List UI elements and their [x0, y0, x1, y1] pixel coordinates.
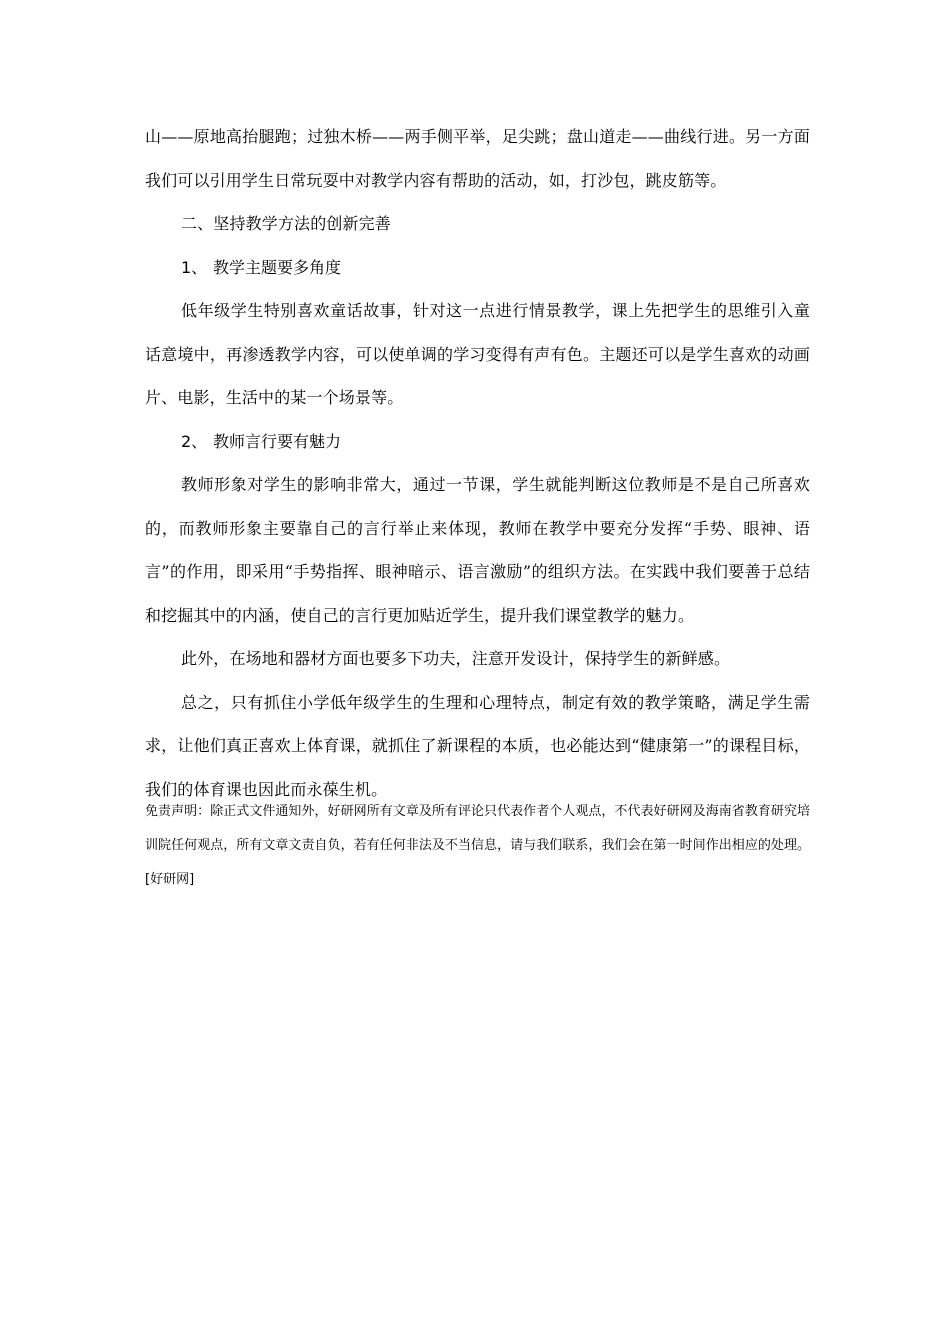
subheading-number: 1、 — [181, 257, 208, 277]
paragraph-theme: 低年级学生特别喜欢童话故事，针对这一点进行情景教学，课上先把学生的思维引入童话意境中，再渗透教学内容，可以使单调的学习变得有声有色。主题还可以是学生喜欢的动画片、电影，生活中的某一个场景等。 — [145, 301, 810, 407]
section-heading: 二、坚持教学方法的创新完善 — [181, 214, 391, 233]
body-text — [145, 115, 810, 811]
subheading-number: 2、 — [181, 431, 208, 451]
subheading-1 — [145, 246, 810, 290]
paragraph-equipment: 此外，在场地和器材方面也要多下功夫，注意开发设计，保持学生的新鲜感。 — [181, 649, 731, 668]
subheading-2 — [145, 420, 810, 464]
disclaimer: 免责声明：除正式文件通知外，好研网所有文章及所有评论只代表作者个人观点，不代表好研网及海南省教育研究培训院任何观点，所有文章文责自负，若有任何非法及不当信息，请与我们联系，我们会在第一时间作出相应的处理。[好研网] — [145, 804, 810, 887]
subheading-text: 教学主题要多角度 — [213, 257, 342, 277]
paragraph-conclusion: 总之，只有抓住小学低年级学生的生理和心理特点，制定有效的教学策略，满足学生需求，让他们真正喜欢上体育课，就抓住了新课程的本质，也必能达到“健康第一”的课程目标，我们的体育课也因此而永葆生机。 — [145, 692, 810, 799]
paragraph-continuation: 山——原地高抬腿跑；过独木桥——两手侧平举，足尖跳；盘山道走——曲线行进。另一方面我们可以引用学生日常玩耍中对教学内容有帮助的活动，如，打沙包，跳皮筋等。 — [145, 127, 810, 190]
paragraph-teacher: 教师形象对学生的影响非常大，通过一节课，学生就能判断这位教师是不是自己所喜欢的，而教师形象主要靠自己的言行举止来体现，教师在教学中要充分发挥“手势、眼神、语言”的作用，即采用“手势指挥、眼神暗示、语言激励”的组织方法。在实践中我们要善于总结和挖掘其中的内涵，使自己的言行更加贴近学生，提升我们课堂教学的魅力。 — [145, 475, 810, 625]
subheading-text: 教师言行要有魅力 — [213, 431, 342, 451]
